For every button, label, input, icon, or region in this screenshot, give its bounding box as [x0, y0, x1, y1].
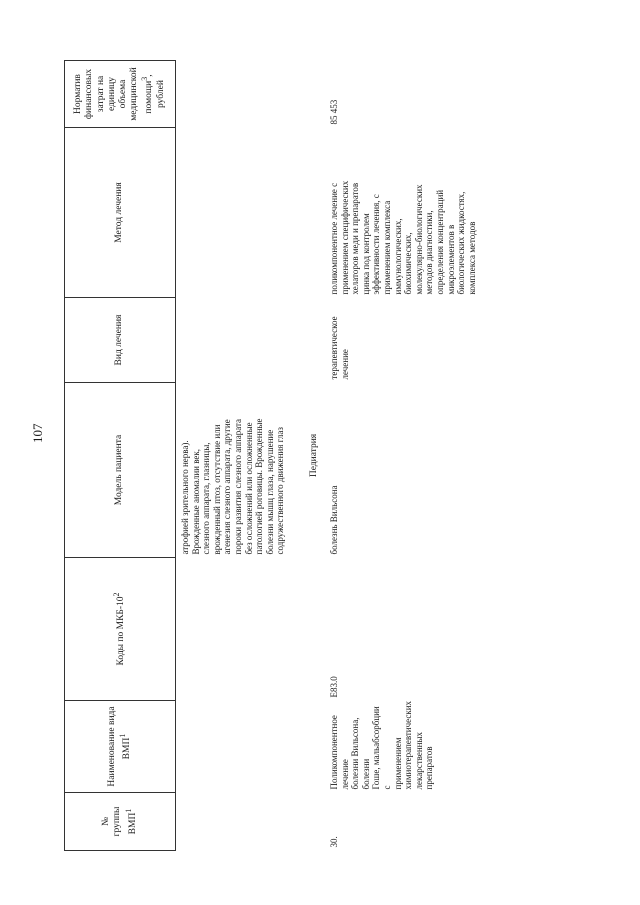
table-row-continuation [176, 61, 299, 851]
treatment-type-cell: терапевтическое лечение [329, 316, 350, 380]
header-treatment-method: Метод лечения [65, 128, 176, 298]
vmp-name-cell: Поликомпонентное лечение болезни Вильсона, болезни Гоше, мальабсорбции с применением химиотерапевтических лекарственных препаратов [329, 700, 435, 790]
patient-model-cell: болезнь Вильсона [329, 485, 339, 555]
treatment-method-cell: поликомпонентное лечение с применением специфических хелаторов меди и препаратов цинка под контролем эффективности лечения, с применением комплекса иммунологических, биохимических, молекулярно-биологических методов диагностики, определения концентраций микроэлементов в биологических жидкостях, комплекса методов [329, 180, 477, 295]
icd-code-cell: E83.0 [329, 676, 339, 698]
vmp-table [64, 60, 478, 851]
page-number: 107 [30, 423, 45, 443]
header-vmp-name: Наименование вида ВМП$^1$ [65, 701, 176, 793]
section-title: Педиатрия [309, 433, 320, 478]
header-group-number: № группы ВМП$^1$ [65, 793, 176, 851]
section-row [298, 61, 326, 851]
header-patient-model: Модель пациента [65, 383, 176, 558]
header-icd-codes: Коды по МКБ-$10^2$ [65, 558, 176, 701]
group-number-cell: 30. [329, 836, 339, 848]
rotated-table-container [64, 61, 584, 851]
table-row [326, 61, 478, 851]
table-header-row [65, 61, 176, 851]
header-cost-standard: Норматив финансовых затрат на единицу объема медицинской помощи$^3$, рублей [65, 61, 176, 128]
patient-model-cell: атрофией зрительного нерва). Врожденные аномалии век, слезного аппарата, глазницы, врожденный птоз, отсутствие или агенезия слезного аппарата, другие пороки развития слезного аппарата без осложнений или осложненные патологией роговицы. Врожденные болезни мышц глаза, нарушение содружественного движения глаз [180, 418, 286, 555]
cost-cell: 85 453 [329, 99, 339, 125]
header-treatment-type: Вид лечения [65, 298, 176, 383]
